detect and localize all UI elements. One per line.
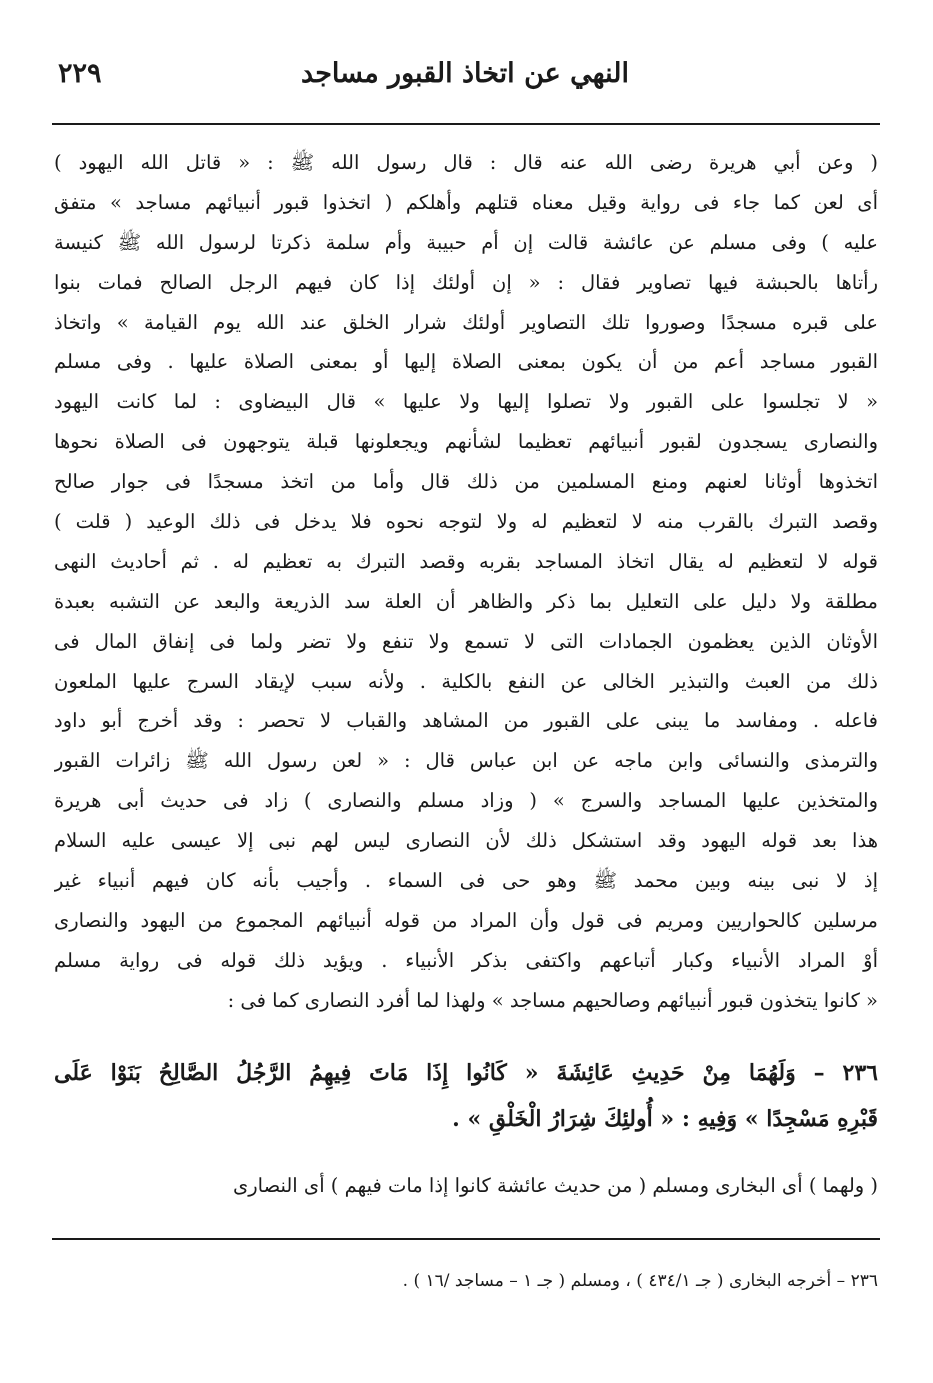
footnote: ٢٣٦ – أخرجه البخارى ( جـ ٤٣٤/١ ) ، ومسلم ( جـ ١ – مساجد /١٦ ) .	[402, 1271, 878, 1291]
commentary-line: ( ولهما ) أى البخارى ومسلم ( من حديث عائشة كانوا إذا مات فيهم ) أى النصارى	[232, 1174, 878, 1197]
commentary-line: قوله لا لتعظيم له يقال اتخاذ المساجد بقربه وقصد التبرك به تعظيم له . ثم أحاديث النهى	[54, 549, 878, 573]
commentary-line: الأوثان الذين يعظمون الجمادات التى لا تسمع ولا تنفع ولا تضر ولما فى إنفاق المال فى	[54, 629, 878, 653]
commentary-line: عليه ) وفى مسلم عن عائشة قالت إن أم حبيبة وأم سلمة ذكرتا لرسول الله ﷺ كنيسة	[54, 230, 878, 254]
running-title: النهي عن اتخاذ القبور مساجد	[301, 58, 629, 89]
commentary-line: ( وعن أبي هريرة رضى الله عنه قال : قال رسول الله ﷺ : « قاتل الله اليهود )	[54, 151, 878, 174]
commentary-line: هذا بعد قوله اليهود وقد استشكل ذلك لأن النصارى ليس لهم نبى إلا عيسى عليه السلام	[54, 829, 878, 853]
commentary-continuation	[54, 1166, 878, 1206]
hadith-text	[54, 1050, 878, 1142]
commentary-line: على قبره مسجدًا وصوروا تلك التصاوير أولئك شرار الخلق عند الله يوم القيامة » واتخاذ	[54, 310, 878, 334]
commentary-line: اتخذوها أوثانا لعنهم ومنع المسلمين من ذلك قال وأما من اتخذ مسجدًا فى جوار صالح	[54, 470, 878, 494]
commentary-line: والنصارى يسجدون لقبور أنبيائهم تعظيما لشأنهم ويجعلونها قبلة يتوجهون فى الصلاة نحوها	[54, 430, 878, 454]
commentary-line: « كانوا يتخذون قبور أنبيائهم وصالحيهم مساجد » ولهذا لما أفرد النصارى كما فى :	[227, 988, 878, 1012]
commentary-line: أى لعن كما جاء فى رواية وقيل معناه قتلهم وأهلكم ( اتخذوا قبور أنبيائهم مساجد » متفق	[54, 190, 878, 214]
commentary-line: « لا تجلسوا على القبور ولا تصلوا إليها ولا عليها » قال البيضاوى : لما كانت اليهود	[54, 390, 878, 414]
commentary-line: القبور مساجد أعم من أن يكون بمعنى الصلاة إليها أو بمعنى الصلاة عليها . وفى مسلم	[54, 350, 878, 374]
commentary-block	[54, 143, 878, 1021]
commentary-line: مطلقة ولا دليل على التعليل بما ذكر والظاهر أن العلة سد الذريعة والبعد عن التشبه بعبدة	[54, 589, 878, 613]
footnote-rule	[52, 1238, 880, 1240]
commentary-line: مرسلين كالحواريين ومريم فى قول وأن المراد من قوله أنبيائهم المجموع من اليهود والنصارى	[54, 908, 878, 932]
commentary-line: ذلك من العبث والتبذير الخالى عن النفع بالكلية . ولأنه سبب لإيقاد السرج عليها الملعون	[54, 669, 878, 693]
header-rule	[52, 123, 880, 125]
commentary-line: والمتخذين عليها المساجد والسرج » ( وزاد مسلم والنصارى ) زاد فى حديث أبى هريرة	[54, 789, 878, 813]
hadith-line: ٢٣٦ – وَلَهُمَا مِنْ حَدِيثِ عَائِشَةَ « كَانُوا إِذَا مَاتَ فِيهِمُ الرَّجُلُ الصَّالِحُ بَنَوْا عَلَى	[54, 1060, 878, 1086]
commentary-line: وقصد التبرك بالقرب منه لا لتعظيم له ولا لتوجه نحوه فلا يدخل فى ذلك الوعيد ( قلت )	[54, 510, 878, 534]
commentary-line: والترمذى والنسائى وابن ماجه عن ابن عباس قال : « لعن رسول الله ﷺ زائرات القبور	[54, 749, 878, 773]
commentary-line: إذ لا نبى بينه وبين محمد ﷺ وهو حى فى السماء . وأجيب بأنه كان فيهم أنبياء غير	[54, 869, 878, 893]
commentary-line: رأتاها بالحبشة فيها تصاوير فقال : « إن أولئك إذا كان فيهم الرجل الصالح فمات بنوا	[54, 270, 878, 294]
commentary-line: فاعله . ومفاسد ما يبنى على القبور من المشاهد والقباب لا تحصر : وقد أخرج أبو داود	[54, 709, 878, 733]
page-number: ٢٢٩	[58, 58, 102, 89]
commentary-line: أوْ المراد الأنبياء وكبار أتباعهم واكتفى بذكر الأنبياء . ويؤيد ذلك قوله فى رواية مسلم	[54, 948, 878, 972]
hadith-line: قَبْرِهِ مَسْجِدًا » وَفِيهِ : « أُولئِكَ شِرَارُ الْخَلْقِ » .	[452, 1106, 878, 1132]
